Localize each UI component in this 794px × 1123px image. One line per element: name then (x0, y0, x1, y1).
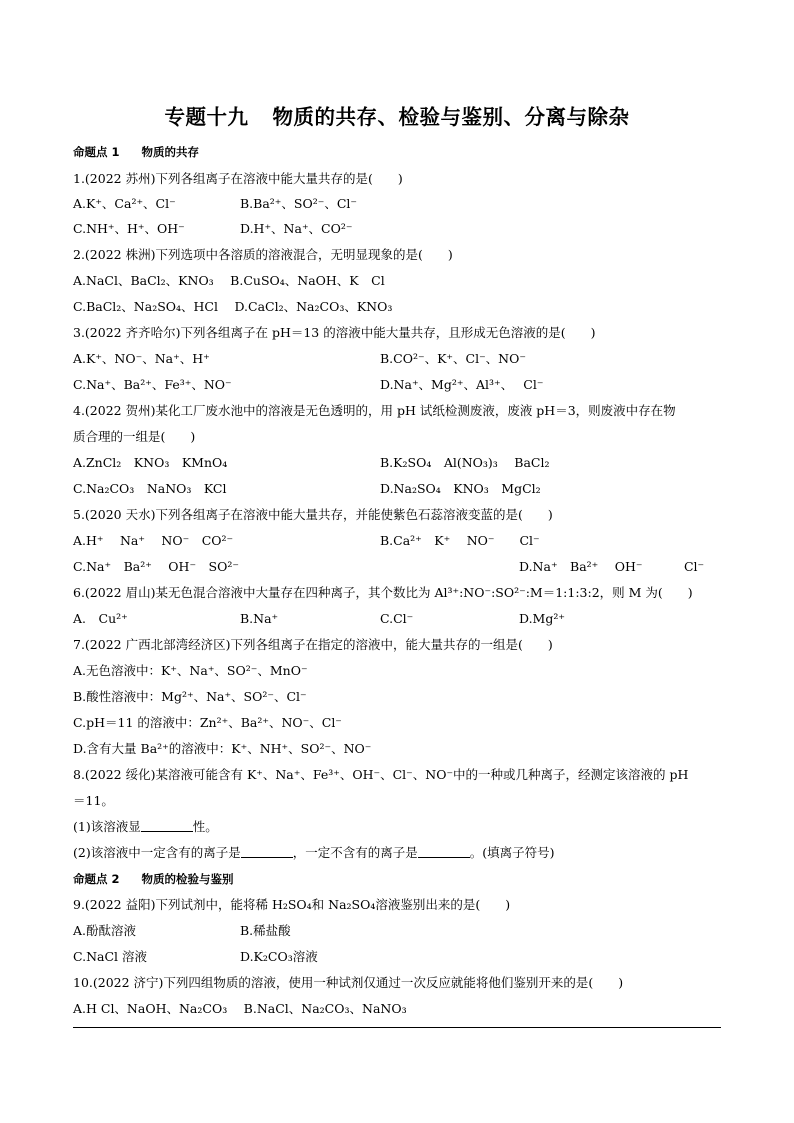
question-1-option-d: D.H⁺、Na⁺、CO²⁻ (240, 221, 353, 236)
question-7-option-a: A.无色溶液中：K⁺、Na⁺、SO²⁻、MnO⁻ (73, 663, 308, 678)
question-7-option-c: C.pH＝11 的溶液中：Zn²⁺、Ba²⁺、NO⁻、Cl⁻ (73, 715, 342, 730)
question-6-option-d: D.Mg²⁺ (519, 611, 565, 626)
page-title (0, 100, 794, 130)
section-heading-2: 命题点 2 物质的检验与鉴别 (73, 872, 234, 886)
question-5-option-b: B.Ca²⁺ K⁺ NO⁻ Cl⁻ (380, 533, 540, 548)
question-4-option-a: A.ZnCl₂ KNO₃ KMnO₄ (73, 455, 228, 470)
section-heading-1: 命题点 1 物质的共存 (73, 145, 200, 159)
question-5-stem: 5.(2020 天水)下列各组离子在溶液中能大量共存，并能使紫色石蕊溶液变蓝的是( ) (73, 507, 553, 522)
question-3-option-d: D.Na⁺、Mg²⁺、Al³⁺、 Cl⁻ (380, 377, 544, 392)
page-bottom-divider (73, 1027, 721, 1028)
question-9-option-a: A.酚酞溶液 (73, 923, 137, 938)
question-6-stem: 6.(2022 眉山)某无色混合溶液中大量存在四种离子，其个数比为 Al³⁺:NO⁻:SO²⁻:M＝1:1:3:2，则 M 为( ) (73, 585, 693, 600)
title-topic-name: 物质的共存、检验与鉴别、分离与除杂 (272, 105, 630, 129)
question-1-option-c: C.NH⁺、H⁺、OH⁻ (73, 221, 185, 236)
answer-blank-3[interactable] (418, 845, 470, 858)
question-5-option-c: C.Na⁺ Ba²⁺ OH⁻ SO²⁻ (73, 559, 239, 574)
question-6-option-b: B.Na⁺ (240, 611, 279, 626)
question-10-stem: 10.(2022 济宁)下列四组物质的溶液，使用一种试剂仅通过一次反应就能将他们鉴别开来的是( ) (73, 975, 624, 990)
question-8-stem-line2: ＝11。 (73, 793, 114, 808)
question-4-stem-line2: 质合理的一组是( ) (73, 429, 196, 444)
question-7-option-b: B.酸性溶液中：Mg²⁺、Na⁺、SO²⁻、Cl⁻ (73, 689, 307, 704)
question-6-option-c: C.Cl⁻ (380, 611, 414, 626)
question-9-option-b: B.稀盐酸 (240, 923, 291, 938)
question-1-option-a: A.K⁺、Ca²⁺、Cl⁻ (73, 196, 176, 211)
question-4-stem-line1: 4.(2022 贺州)某化工厂废水池中的溶液是无色透明的，用 pH 试纸检测废液，废液 pH＝3，则废液中存在物 (73, 403, 676, 418)
question-9-stem: 9.(2022 益阳)下列试剂中，能将稀 H₂SO₄和 Na₂SO₄溶液鉴别出来的是( ) (73, 897, 511, 912)
question-3-option-a: A.K⁺、NO⁻、Na⁺、H⁺ (73, 351, 210, 366)
question-4-option-c: C.Na₂CO₃ NaNO₃ KCl (73, 481, 227, 496)
question-9-option-d: D.K₂CO₃溶液 (240, 949, 318, 964)
question-4-option-d: D.Na₂SO₄ KNO₃ MgCl₂ (380, 481, 541, 496)
question-3-stem: 3.(2022 齐齐哈尔)下列各组离子在 pH＝13 的溶液中能大量共存，且形成无色溶液的是( ) (73, 325, 596, 340)
question-5-option-d: D.Na⁺ Ba²⁺ OH⁻ Cl⁻ (519, 559, 705, 574)
question-6-option-a: A. Cu²⁺ (73, 611, 128, 626)
question-3-option-c: C.Na⁺、Ba²⁺、Fe³⁺、NO⁻ (73, 377, 232, 392)
question-10-options-ab: A.H Cl、NaOH、Na₂CO₃ B.NaCl、Na₂CO₃、NaNO₃ (73, 1001, 407, 1016)
question-8-stem-line1: 8.(2022 绥化)某溶液可能含有 K⁺、Na⁺、Fe³⁺、OH⁻、Cl⁻、NO⁻中的一种或几种离子，经测定该溶液的 pH (73, 767, 689, 782)
question-3-option-b: B.CO²⁻、K⁺、Cl⁻、NO⁻ (380, 351, 526, 366)
question-9-option-c: C.NaCl 溶液 (73, 949, 148, 964)
question-8-part-2: (2)该溶液中一定含有的离子是 ，一定不含有的离子是 。(填离子符号) (73, 845, 555, 860)
question-4-option-b: B.K₂SO₄ Al(NO₃)₃ BaCl₂ (380, 455, 550, 470)
question-8-part-1: (1)该溶液显 性。 (73, 819, 218, 834)
question-2-options-cd: C.BaCl₂、Na₂SO₄、HCl D.CaCl₂、Na₂CO₃、KNO₃ (73, 299, 393, 314)
question-1-option-b: B.Ba²⁺、SO²⁻、Cl⁻ (240, 196, 357, 211)
question-1-stem: 1.(2022 苏州)下列各组离子在溶液中能大量共存的是( ) (73, 171, 403, 186)
answer-blank-1[interactable] (141, 819, 193, 832)
question-2-stem: 2.(2022 株洲)下列选项中各溶质的溶液混合，无明显现象的是( ) (73, 247, 453, 262)
question-2-options-ab: A.NaCl、BaCl₂、KNO₃ B.CuSO₄、NaOH、K Cl (73, 273, 385, 288)
question-5-option-a: A.H⁺ Na⁺ NO⁻ CO²⁻ (73, 533, 234, 548)
question-7-option-d: D.含有大量 Ba²⁺的溶液中：K⁺、NH⁺、SO²⁻、NO⁻ (73, 741, 372, 756)
question-7-stem: 7.(2022 广西北部湾经济区)下列各组离子在指定的溶液中，能大量共存的一组是( ) (73, 637, 553, 652)
title-topic-number: 专题十九 (164, 105, 249, 129)
answer-blank-2[interactable] (241, 845, 293, 858)
